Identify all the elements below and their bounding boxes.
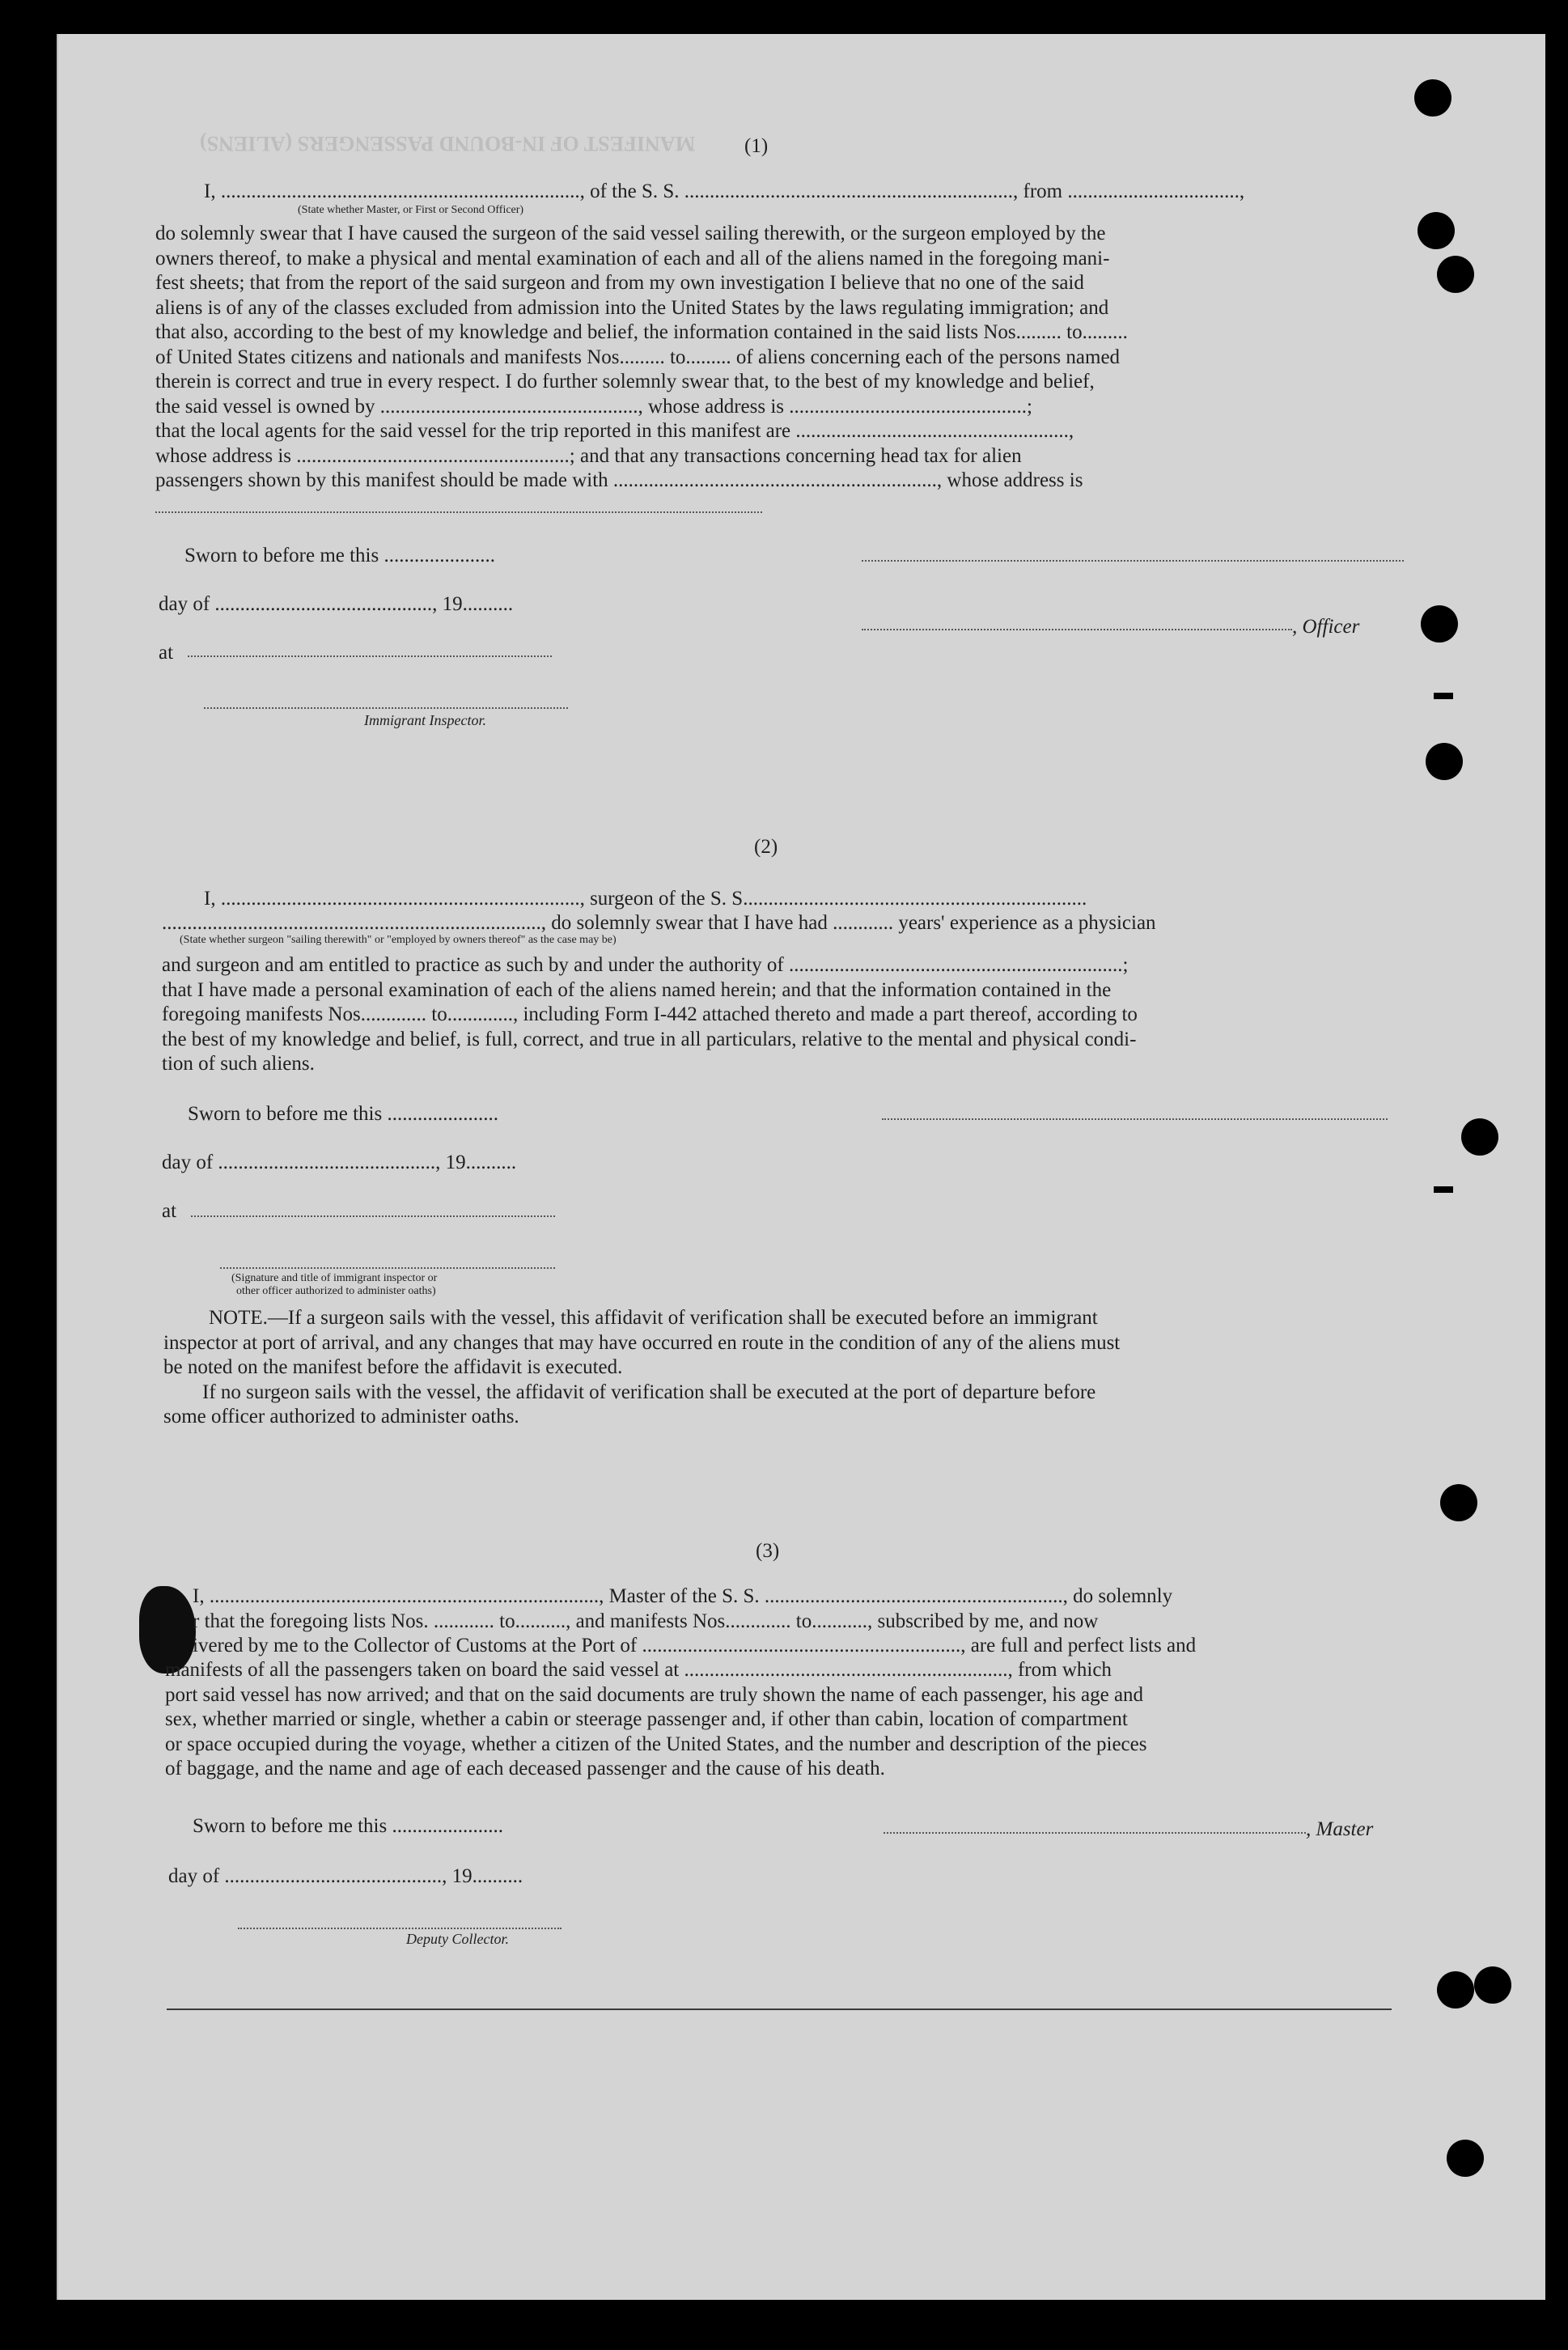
section-3-line: I, ............................................................................., Master of the S. S. ..........................................................., do solemnly	[193, 1585, 1173, 1607]
section-1-sworn: Sworn to before me this ......................	[184, 545, 495, 566]
section-2-inspector-line	[220, 1267, 555, 1269]
section-2-sig-note-2: other officer authorized to administer oaths)	[236, 1285, 436, 1297]
section-1-line: of United States citizens and nationals and manifests Nos......... to......... of aliens concerning each of the persons named	[155, 346, 1121, 368]
section-1-line: that also, according to the best of my knowledge and belief, the information contained in the said lists Nos......... to.........	[155, 321, 1128, 343]
section-1-line: do solemnly swear that I have caused the surgeon of the said vessel sailing therewith, or the surgeon employed by the	[155, 223, 1106, 244]
section-3-sworn: Sworn to before me this ......................	[193, 1815, 503, 1837]
inspector-signature-line	[204, 707, 568, 709]
master-signature-line	[884, 1832, 1306, 1834]
section-3-body-continued	[165, 1658, 1471, 1782]
section-2-line: tion of such aliens.	[162, 1053, 315, 1075]
note-line: inspector at port of arrival, and any changes that may have occurred en route in the condition of any of the aliens must	[163, 1331, 1121, 1354]
section-2-day-of: day of ..........................................., 19..........	[162, 1152, 517, 1173]
document-page	[57, 34, 1545, 2300]
binder-hole	[1447, 2140, 1484, 2177]
section-3-body	[193, 1584, 1471, 1659]
section-1-line: fest sheets; that from the report of the said surgeon and from my own investigation I believe that no one of the said	[155, 272, 1084, 294]
section-2-sworn: Sworn to before me this ......................	[188, 1103, 498, 1125]
bottom-rule	[167, 2009, 1392, 2010]
section-2-number: (2)	[754, 836, 778, 858]
bleedthrough-header: MANIFEST OF IN-BOUND PASSENGERS (ALIENS)	[200, 132, 696, 155]
binder-hole	[1426, 743, 1463, 780]
surgeon-signature-line	[882, 1118, 1388, 1120]
section-1-line: therein is correct and true in every respect. I do further solemnly swear that, to the best of my knowledge and belief,	[155, 371, 1095, 392]
section-3-line: manifests of all the passengers taken on board the said vessel at ................................................................, from which	[165, 1659, 1112, 1681]
address-continuation-line	[155, 511, 762, 513]
section-3-line: sex, whether married or single, whether a cabin or steerage passenger and, if other than cabin, location of compartment	[165, 1708, 1128, 1730]
section-3-number: (3)	[756, 1540, 780, 1562]
binder-hole	[1461, 1118, 1498, 1156]
section-2-at-line	[191, 1215, 555, 1217]
section-1-line: whose address is ......................................................; and that any transactions concerning head tax for alien	[155, 444, 1022, 467]
section-1-line: the said vessel is owned by ..................................................., whose address is ...............................................;	[155, 395, 1032, 418]
section-2-line: and surgeon and am entitled to practice as such by and under the authority of ..................................................................;	[162, 954, 1129, 976]
section-1-line: owners thereof, to make a physical and mental examination of each and all of the aliens named in the foregoing mani-	[155, 247, 1110, 269]
binder-hole	[1440, 1484, 1477, 1521]
officer-title-line	[862, 629, 1292, 630]
section-1-line: that the local agents for the said vessel for the trip reported in this manifest are ......................................................,	[155, 420, 1074, 442]
section-1-day-of: day of ..........................................., 19..........	[159, 593, 514, 615]
section-1-at-line	[188, 655, 552, 657]
master-label: , Master	[1306, 1818, 1374, 1840]
officer-signature-line	[862, 560, 1404, 562]
section-3-line: of baggage, and the name and age of each deceased passenger and the cause of his death.	[165, 1758, 885, 1779]
inspector-label: Immigrant Inspector.	[364, 712, 486, 728]
binder-hole	[1437, 256, 1474, 293]
section-2-surgeon-note: (State whether surgeon "sailing therewith" or "employed by owners thereof" as the case may be)	[180, 934, 617, 946]
section-1-at: at	[159, 642, 174, 664]
section-3-line: ivered by me to the Collector of Customs at the Port of ..............................................................., are full and perfect lists and	[193, 1635, 1197, 1656]
section-2-line: foregoing manifests Nos............. to............., including Form I-442 attached thereto and made a part thereof, according to	[162, 1003, 1138, 1025]
section-2-body	[162, 953, 1466, 1077]
note-line: NOTE.—If a surgeon sails with the vessel, this affidavit of verification shall be executed before an immigrant	[209, 1307, 1098, 1329]
section-1-line: passengers shown by this manifest should be made with ................................................................, whose address is	[155, 469, 1083, 491]
binder-hole	[1437, 1971, 1474, 2009]
section-2-at: at	[162, 1200, 177, 1222]
binder-hole	[1418, 212, 1455, 249]
section-1-line: aliens is of any of the classes excluded from admission into the United States by the laws regulating immigration; and	[155, 296, 1109, 319]
section-3-day-of: day of ..........................................., 19..........	[168, 1865, 523, 1887]
section-3-line: r that the foregoing lists Nos. ............ to.........., and manifests Nos............. to..........., subscribed by me, and now	[193, 1610, 1099, 1632]
binder-hole	[1474, 1966, 1511, 2004]
officer-label: , Officer	[1292, 616, 1360, 638]
section-2-line-1: I, ......................................................................., surgeon of the S. S....................................................................	[204, 888, 1087, 910]
binder-hole	[1421, 605, 1458, 643]
section-2-line: that I have made a personal examination of each of the aliens named herein; and that the information contained in the	[162, 978, 1112, 1001]
binder-hole	[1414, 79, 1451, 117]
section-1-rank-note: (State whether Master, or First or Second Officer)	[298, 204, 524, 216]
collector-label: Deputy Collector.	[406, 1931, 509, 1947]
binder-mark	[1434, 1186, 1453, 1193]
collector-signature-line	[238, 1928, 562, 1929]
note-paragraph	[163, 1306, 1468, 1430]
section-1-body	[155, 222, 1460, 494]
binder-mark	[1434, 693, 1453, 699]
note-line: If no surgeon sails with the vessel, the affidavit of verification shall be executed at the port of departure before	[202, 1381, 1096, 1403]
note-line: some officer authorized to administer oaths.	[163, 1406, 519, 1427]
section-2-line-2: ..........................................................................., do solemnly swear that I have had ............ years' experience as a physician	[162, 912, 1156, 934]
section-3-line: port said vessel has now arrived; and that on the said documents are truly shown the name of each passenger, his age and	[165, 1683, 1144, 1706]
section-1-opening-line: I, ......................................................................., of the S. S. ................................................................., from ..................................,	[204, 180, 1245, 202]
section-2-sig-note-1: (Signature and title of immigrant inspector or	[231, 1272, 438, 1284]
section-2-line: the best of my knowledge and belief, is full, correct, and true in all particulars, relative to the mental and physical condi-	[162, 1028, 1137, 1050]
section-3-line: or space occupied during the voyage, whether a citizen of the United States, and the number and description of the pieces	[165, 1733, 1147, 1755]
note-line: be noted on the manifest before the affidavit is executed.	[163, 1356, 623, 1378]
section-1-number: (1)	[744, 135, 769, 157]
